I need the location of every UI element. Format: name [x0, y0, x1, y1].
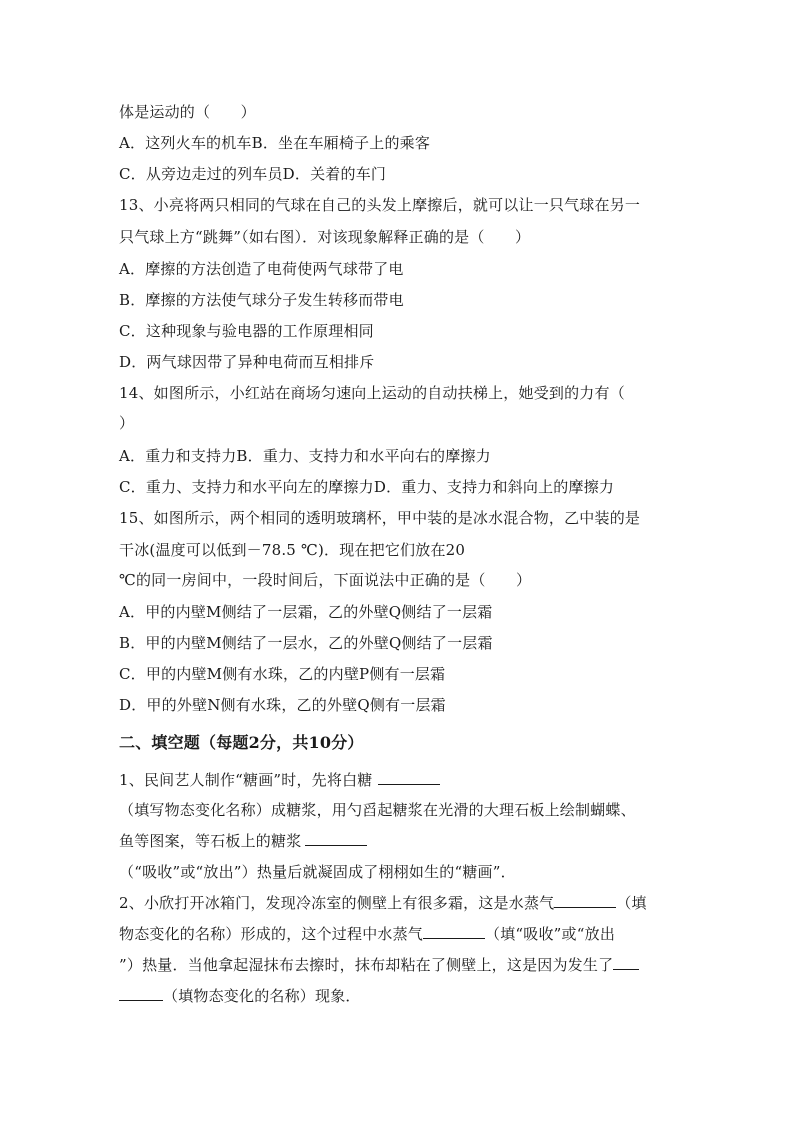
question-14-options-cd: C．重力、支持力和水平向左的摩擦力D．重力、支持力和斜向上的摩擦力: [119, 478, 615, 496]
answer-blank[interactable]: [613, 955, 639, 970]
question-13-option-b: B．摩擦的方法使气球分子发生转移而带电: [119, 291, 404, 309]
fill-question-2-text-3: ”）热量．当他拿起湿抹布去擦时，抹布却粘在了侧壁上，这是因为发生了: [119, 956, 614, 974]
question-15-option-c: C．甲的内壁M侧有水珠，乙的内壁P侧有一层霜: [119, 665, 446, 683]
section-heading-fill-in: 二、填空题（每题2分，共10分）: [119, 733, 364, 752]
answer-blank[interactable]: [119, 986, 163, 1001]
question-15-option-d: D．甲的外壁N侧有水珠，乙的外壁Q侧有一层霜: [119, 696, 446, 714]
fill-question-2-text-2b: （填“吸收”或“放出: [485, 925, 616, 943]
answer-blank[interactable]: [554, 893, 616, 908]
answer-blank[interactable]: [378, 770, 440, 785]
fill-question-1-line-3: [119, 831, 367, 851]
question-14-stem-cont: ）: [119, 414, 135, 432]
fill-question-2-text: 2、小欣打开冰箱门，发现冷冻室的侧壁上有很多霜，这是水蒸气: [119, 894, 555, 912]
question-15-stem-cont: 干冰(温度可以低到－78.5 ℃)．现在把它们放在20: [119, 541, 466, 559]
question-13-stem: 13、小亮将两只相同的气球在自己的头发上摩擦后，就可以让一只气球在另一: [119, 196, 641, 214]
answer-blank[interactable]: [305, 831, 367, 846]
fill-question-2-text-b: （填: [616, 894, 647, 912]
question-14-stem: 14、如图所示，小红站在商场匀速向上运动的自动扶梯上，她受到的力有（: [119, 384, 625, 402]
question-14-options-ab: A．重力和支持力B．重力、支持力和水平向右的摩擦力: [119, 447, 491, 465]
fill-question-2-line-1: [119, 893, 647, 913]
question-13-option-d: D．两气球因带了异种电荷而互相排斥: [119, 353, 375, 371]
fill-question-1-text: 1、民间艺人制作“糖画”时，先将白糖: [119, 771, 373, 789]
question-12-options-ab: A．这列火车的机车B．坐在车厢椅子上的乘客: [119, 134, 431, 152]
question-13-stem-cont: 只气球上方“跳舞”（如右图）．对该现象解释正确的是（ ）: [119, 228, 531, 246]
fill-question-2-line-2: [119, 924, 615, 944]
question-12-options-cd: C．从旁边走过的列车员D．关着的车门: [119, 165, 387, 183]
fill-question-1-text-2: 鱼等图案，等石板上的糖浆: [119, 832, 302, 850]
fill-question-1-line-2: （填写物态变化名称）成糖浆，用勺舀起糖浆在光滑的大理石板上绘制蝴蝶、: [119, 801, 636, 819]
question-13-option-a: A．摩擦的方法创造了电荷使两气球带了电: [119, 260, 404, 278]
question-12-stem-end: 体是运动的（ ）: [119, 103, 256, 121]
fill-question-1-line-1: [119, 770, 440, 790]
fill-question-1-line-4: （“吸收”或“放出”）热量后就凝固成了栩栩如生的“糖画”．: [119, 863, 516, 881]
question-15-option-b: B．甲的内壁M侧结了一层水，乙的外壁Q侧结了一层霜: [119, 634, 493, 652]
fill-question-2-text-4: （填物态变化的名称）现象．: [163, 987, 361, 1005]
fill-question-2-line-4: [119, 986, 361, 1006]
answer-blank[interactable]: [423, 924, 485, 939]
fill-question-2-line-3: [119, 955, 639, 975]
question-15-option-a: A．甲的内壁M侧结了一层霜，乙的外壁Q侧结了一层霜: [119, 603, 493, 621]
question-15-stem: 15、如图所示，两个相同的透明玻璃杯，甲中装的是冰水混合物，乙中装的是: [119, 509, 641, 527]
fill-question-2-text-2: 物态变化的名称）形成的，这个过程中水蒸气: [119, 925, 424, 943]
question-13-option-c: C．这种现象与验电器的工作原理相同: [119, 322, 374, 340]
question-15-stem-cont2: ℃的同一房间中，一段时间后，下面说法中正确的是（ ）: [119, 571, 532, 589]
